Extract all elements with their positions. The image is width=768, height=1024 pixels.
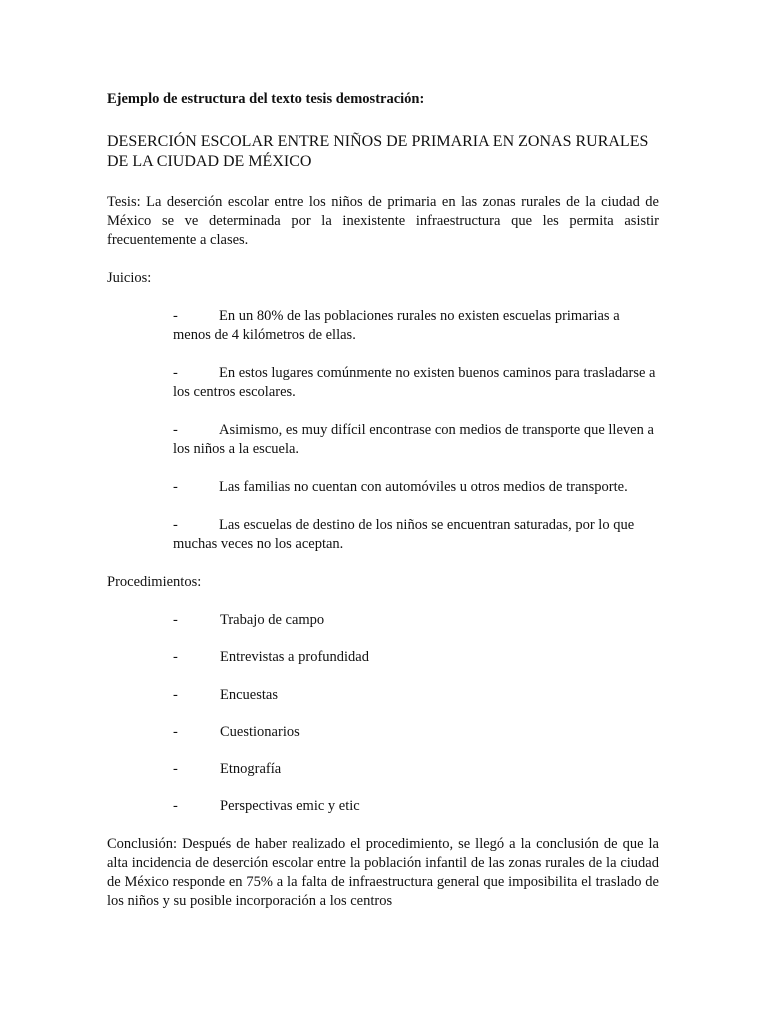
list-item bbox=[107, 723, 659, 742]
juicios-list bbox=[107, 307, 659, 554]
juicio-text: En estos lugares comúnmente no existen buenos caminos para trasladarse a los centros escolares. bbox=[173, 365, 656, 400]
list-item bbox=[107, 648, 659, 667]
thesis-title bbox=[107, 132, 659, 172]
document-body bbox=[107, 90, 659, 911]
list-item bbox=[107, 307, 659, 345]
list-dash: - bbox=[173, 798, 178, 815]
list-dash: - bbox=[173, 612, 178, 628]
procedimiento-text: Encuestas bbox=[220, 686, 278, 703]
procedimientos-list bbox=[107, 611, 659, 816]
list-dash: - bbox=[173, 761, 178, 778]
juicio-text: Las familias no cuentan con automóviles u otros medios de transporte. bbox=[219, 479, 628, 495]
list-item bbox=[107, 797, 659, 816]
procedimiento-text: Cuestionarios bbox=[220, 723, 300, 740]
juicio-text: Las escuelas de destino de los niños se encuentran saturadas, por lo que muchas veces no los aceptan. bbox=[173, 517, 635, 552]
list-item bbox=[107, 686, 659, 705]
list-item bbox=[107, 516, 659, 554]
list-item bbox=[107, 478, 659, 497]
list-dash: - bbox=[173, 422, 178, 438]
thesis-title-line-1: DESERCIÓN ESCOLAR ENTRE NIÑOS DE PRIMARIA EN ZONAS RURALES bbox=[107, 133, 649, 150]
list-dash: - bbox=[173, 686, 178, 703]
thesis-title-line-2: DE LA CIUDAD DE MÉXICO bbox=[107, 153, 312, 170]
list-dash: - bbox=[173, 308, 178, 324]
example-heading: Ejemplo de estructura del texto tesis demostración: bbox=[107, 91, 425, 107]
procedimiento-text: Trabajo de campo bbox=[220, 612, 325, 628]
conclusion-paragraph: Conclusión: Después de haber realizado el procedimiento, se llegó a la conclusión de que la alta incidencia de deserción escolar entre la población infantil de las zonas rurales de la ciudad de México responde en 75% a la falta de infraestructura general que imposibilita el traslado de los niños y su posible incorporación a los centros bbox=[107, 835, 659, 909]
list-item bbox=[107, 421, 659, 459]
list-item bbox=[107, 611, 659, 630]
list-dash: - bbox=[173, 365, 178, 381]
juicio-text: Asimismo, es muy difícil encontrase con medios de transporte que lleven a los niños a la escuela. bbox=[173, 422, 654, 457]
list-dash: - bbox=[173, 479, 178, 495]
list-item bbox=[107, 364, 659, 402]
juicio-text: En un 80% de las poblaciones rurales no existen escuelas primarias a menos de 4 kilómetros de ellas. bbox=[173, 308, 620, 343]
procedimiento-text: Etnografía bbox=[220, 761, 282, 778]
procedimientos-label: Procedimientos: bbox=[107, 574, 202, 590]
procedimiento-text: Perspectivas emic y etic bbox=[220, 798, 360, 815]
juicios-label: Juicios: bbox=[107, 270, 152, 286]
list-dash: - bbox=[173, 649, 178, 666]
tesis-paragraph: Tesis: La deserción escolar entre los niños de primaria en las zonas rurales de la ciudad de México se ve determinada por la inexistente infraestructura que les permita asistir frecuentemente a clases. bbox=[107, 194, 659, 248]
list-dash: - bbox=[173, 517, 178, 533]
procedimiento-text: Entrevistas a profundidad bbox=[220, 649, 369, 666]
list-dash: - bbox=[173, 723, 178, 740]
list-item bbox=[107, 760, 659, 779]
